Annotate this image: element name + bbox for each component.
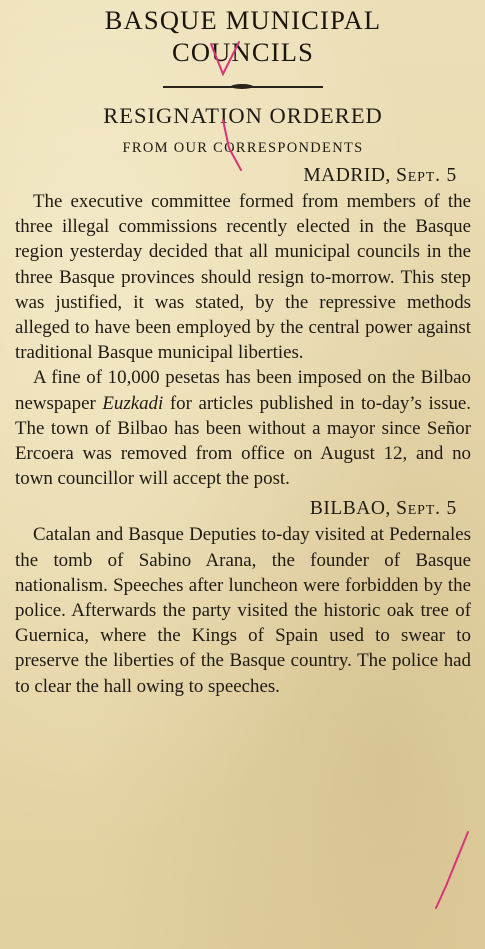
dateline-madrid-place: MADRID, (303, 165, 391, 186)
headline (15, 4, 471, 68)
dateline-madrid-date: Sept. 5 (396, 165, 457, 186)
pencil-mark-margin (432, 830, 472, 910)
headline-line-2: COUNCILS (171, 37, 315, 67)
subheadline: RESIGNATION ORDERED (103, 103, 383, 128)
paragraph-1: The executive committee formed from members of the three illegal commissions recently elected in the Basque region yesterday decided that all municipal councils in the three Basque provinces should resign to-morrow. This step was justified, it was stated, by the repressive methods alleged to have been employed by the central power against traditional Basque municipal liberties. (15, 191, 471, 364)
paragraph-2 (15, 365, 471, 491)
newspaper-name: Euzkadi (102, 392, 164, 414)
dateline-bilbao-date: Sept. 5 (396, 498, 457, 520)
paragraph-2-before: A fine of 10,000 pesetas has been imposed on the Bilbao newspaper (15, 367, 471, 414)
ornamental-rule (163, 82, 323, 92)
dateline-bilbao (15, 496, 457, 522)
paragraph-2-after: for articles published in to-day’s issue. The town of Bilbao has been without a mayor since Señor Ercoera was removed from office on August 12, and no town councillor will accept the post. (15, 392, 472, 490)
paragraph-3: Catalan and Basque Deputies to-day visited at Pedernales the tomb of Sabino Arana, the founder of Basque nationalism. Speeches after luncheon were forbidden by the police. Afterwards the party visited the historic oak tree of Guernica, where the Kings of Spain used to swear to preserve the liberties of the Basque country. The police had to clear the hall owing to speeches. (15, 524, 471, 697)
byline: FROM OUR CORRESPONDENTS (122, 140, 364, 156)
headline-line-1: BASQUE MUNICIPAL (104, 5, 382, 35)
dateline-bilbao-place: BILBAO, (309, 498, 391, 520)
dateline-madrid (15, 163, 457, 189)
